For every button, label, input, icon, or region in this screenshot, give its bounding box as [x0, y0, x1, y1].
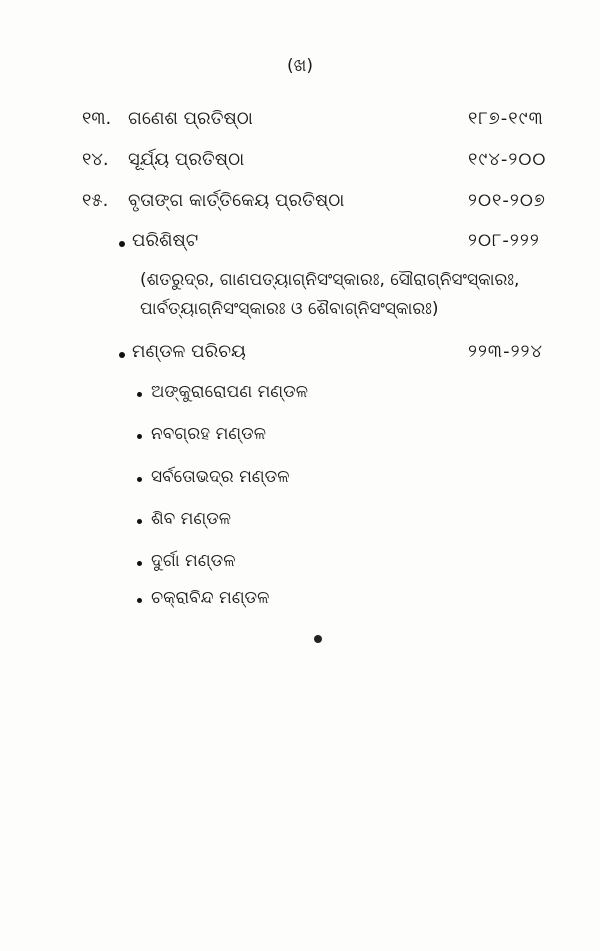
- mandala-pages: ୨୨୩-୨୨୪: [468, 341, 544, 362]
- bullet-icon: [119, 241, 125, 247]
- entry-title: ଗଣେଶ ପ୍ରତିଷ୍ଠା: [128, 108, 253, 129]
- bullet-icon: [137, 477, 142, 482]
- entry-pages: ୧୯୪-୨୦୦: [468, 149, 547, 170]
- bullet-icon: [137, 561, 142, 566]
- mandala-item-label: ସର୍ବତୋଭଦ୍ର ମଣ୍ଡଳ: [151, 467, 290, 487]
- mandala-title: ମଣ୍ଡଳ ପରିଚୟ: [132, 341, 246, 362]
- end-ornament-icon: [314, 635, 322, 643]
- entry-number: ୧୩.: [82, 108, 112, 129]
- bullet-icon: [137, 434, 142, 439]
- entry-pages: ୨୦୧-୨୦୭: [468, 190, 546, 211]
- page-header: (ଖ): [287, 56, 313, 76]
- mandala-item-label: ଅଙ୍କୁରାରୋପଣ ମଣ୍ଡଳ: [151, 382, 309, 402]
- mandala-item-label: ଦୁର୍ଗା ମଣ୍ଡଳ: [151, 551, 236, 571]
- entry-title: ସୂର୍ଯ୍ୟ ପ୍ରତିଷ୍ଠା: [128, 149, 245, 170]
- entry-title: ବୃତାଙ୍ଗ କାର୍ତ୍ତିକେୟ ପ୍ରତିଷ୍ଠା: [128, 190, 345, 211]
- bullet-icon: [137, 392, 142, 397]
- mandala-item-label: ଚକ୍ରାବିନ୍ଦ ମଣ୍ଡଳ: [151, 588, 270, 608]
- bullet-icon: [137, 598, 142, 603]
- entry-number: ୧୪.: [82, 149, 109, 170]
- entry-pages: ୧୮୭-୧୯୩: [468, 108, 544, 129]
- appendix-note-line: ପାର୍ବତ୍ୟାଗ୍ନିସଂସ୍କାରଃ ଓ ଶୈବାଗ୍ନିସଂସ୍କାରଃ): [140, 299, 439, 319]
- bullet-icon: [137, 519, 142, 524]
- mandala-item-label: ଶିବ ମଣ୍ଡଳ: [151, 509, 232, 529]
- appendix-title: ପରିଶିଷ୍ଟ: [132, 230, 199, 251]
- appendix-pages: ୨୦୮-୨୨୨: [468, 230, 540, 251]
- mandala-item-label: ନବଗ୍ରହ ମଣ୍ଡଳ: [151, 424, 267, 444]
- bullet-icon: [119, 352, 125, 358]
- appendix-note-line: (ଶତରୁଦ୍ର, ଗାଣପତ୍ୟାଗ୍ନିସଂସ୍କାରଃ, ସୌରାଗ୍ନିସଂସ୍କାରଃ,: [140, 270, 520, 290]
- entry-number: ୧୫.: [82, 190, 109, 211]
